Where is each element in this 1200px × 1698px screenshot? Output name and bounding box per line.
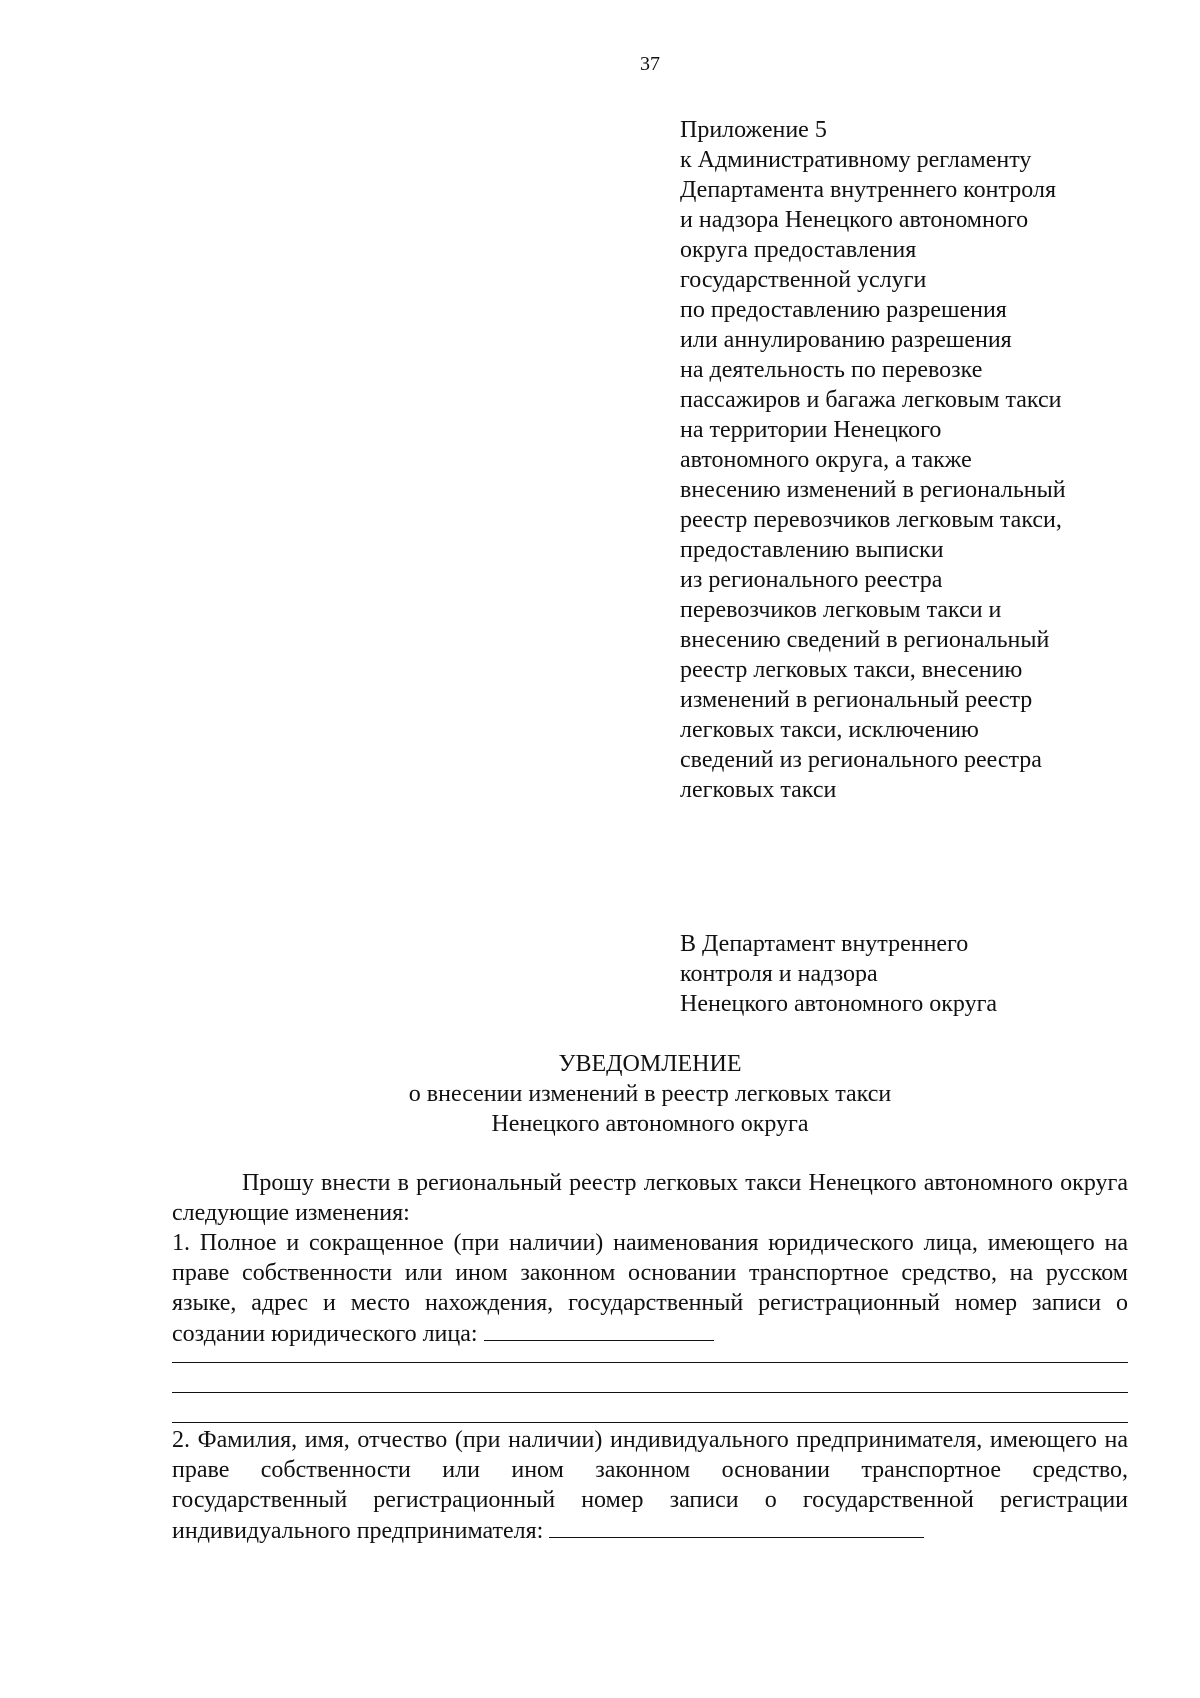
notice-heading: [0, 1049, 1200, 1139]
appendix-line: внесению сведений в региональный: [680, 627, 1050, 653]
appendix-line: к Административному регламенту: [680, 147, 1032, 173]
notice-body: [172, 1168, 1128, 1546]
appendix-line: и надзора Ненецкого автономного: [680, 207, 1029, 233]
appendix-line: перевозчиков легковым такси и: [680, 597, 1002, 623]
legal-entity-fill-line[interactable]: [172, 1393, 1128, 1423]
appendix-line: на деятельность по перевозке: [680, 357, 983, 383]
appendix-line: сведений из регионального реестра: [680, 747, 1042, 773]
page-number: 37: [640, 53, 660, 75]
appendix-line: Департамента внутреннего контроля: [680, 177, 1057, 203]
recipient-line: Ненецкого автономного округа: [680, 991, 998, 1017]
appendix-line: пассажиров и багажа легковым такси: [680, 387, 1062, 413]
appendix-line: Приложение 5: [680, 117, 827, 143]
appendix-block: [680, 115, 1120, 805]
appendix-line: по предоставлению разрешения: [680, 297, 1007, 323]
appendix-line: или аннулированию разрешения: [680, 327, 1012, 353]
appendix-line: реестр легковых такси, внесению: [680, 657, 1023, 683]
appendix-line: государственной услуги: [680, 267, 927, 293]
legal-entity-fill-line[interactable]: [172, 1363, 1128, 1393]
item-1-text: 1. Полное и сокращенное (при наличии) наименования юридического лица, имеющего на праве собственности или ином законном основании транспортное средство, на русском языке, адрес и место нахождения, государственный регистрационный номер записи о создании юридического лица:: [172, 1230, 1128, 1347]
appendix-line: легковых такси, исключению: [680, 717, 979, 743]
recipient-line: контроля и надзора: [680, 961, 878, 987]
appendix-line: автономного округа, а также: [680, 447, 972, 473]
appendix-line: предоставлению выписки: [680, 537, 944, 563]
legal-entity-fill-line[interactable]: [484, 1318, 714, 1341]
appendix-line: из регионального реестра: [680, 567, 943, 593]
recipient-line: В Департамент внутреннего: [680, 931, 969, 957]
notice-subtitle: Ненецкого автономного округа: [491, 1111, 809, 1137]
intro-paragraph: Прошу внести в региональный реестр легковых такси Ненецкого автономного округа следующие изменения:: [172, 1170, 1128, 1226]
appendix-line: легковых такси: [680, 777, 837, 803]
notice-title: УВЕДОМЛЕНИЕ: [558, 1051, 742, 1077]
notice-subtitle: о внесении изменений в реестр легковых такси: [408, 1081, 892, 1107]
legal-entity-fill-line[interactable]: [172, 1349, 1128, 1363]
entrepreneur-fill-line[interactable]: [549, 1515, 924, 1538]
appendix-line: изменений в региональный реестр: [680, 687, 1033, 713]
appendix-line: округа предоставления: [680, 237, 917, 263]
appendix-line: внесению изменений в региональный: [680, 477, 1066, 503]
appendix-line: на территории Ненецкого: [680, 417, 942, 443]
appendix-line: реестр перевозчиков легковым такси,: [680, 507, 1062, 533]
item-1-paragraph: [172, 1228, 1128, 1349]
item-2-text: 2. Фамилия, имя, отчество (при наличии) индивидуального предпринимателя, имеющего на праве собственности или ином законном основании транспортное средство, государственный регистрационный номер записи о государственной регистрации индивидуального предпринимателя:: [172, 1427, 1128, 1544]
item-2-paragraph: [172, 1425, 1128, 1546]
recipient-block: [680, 929, 1120, 1019]
